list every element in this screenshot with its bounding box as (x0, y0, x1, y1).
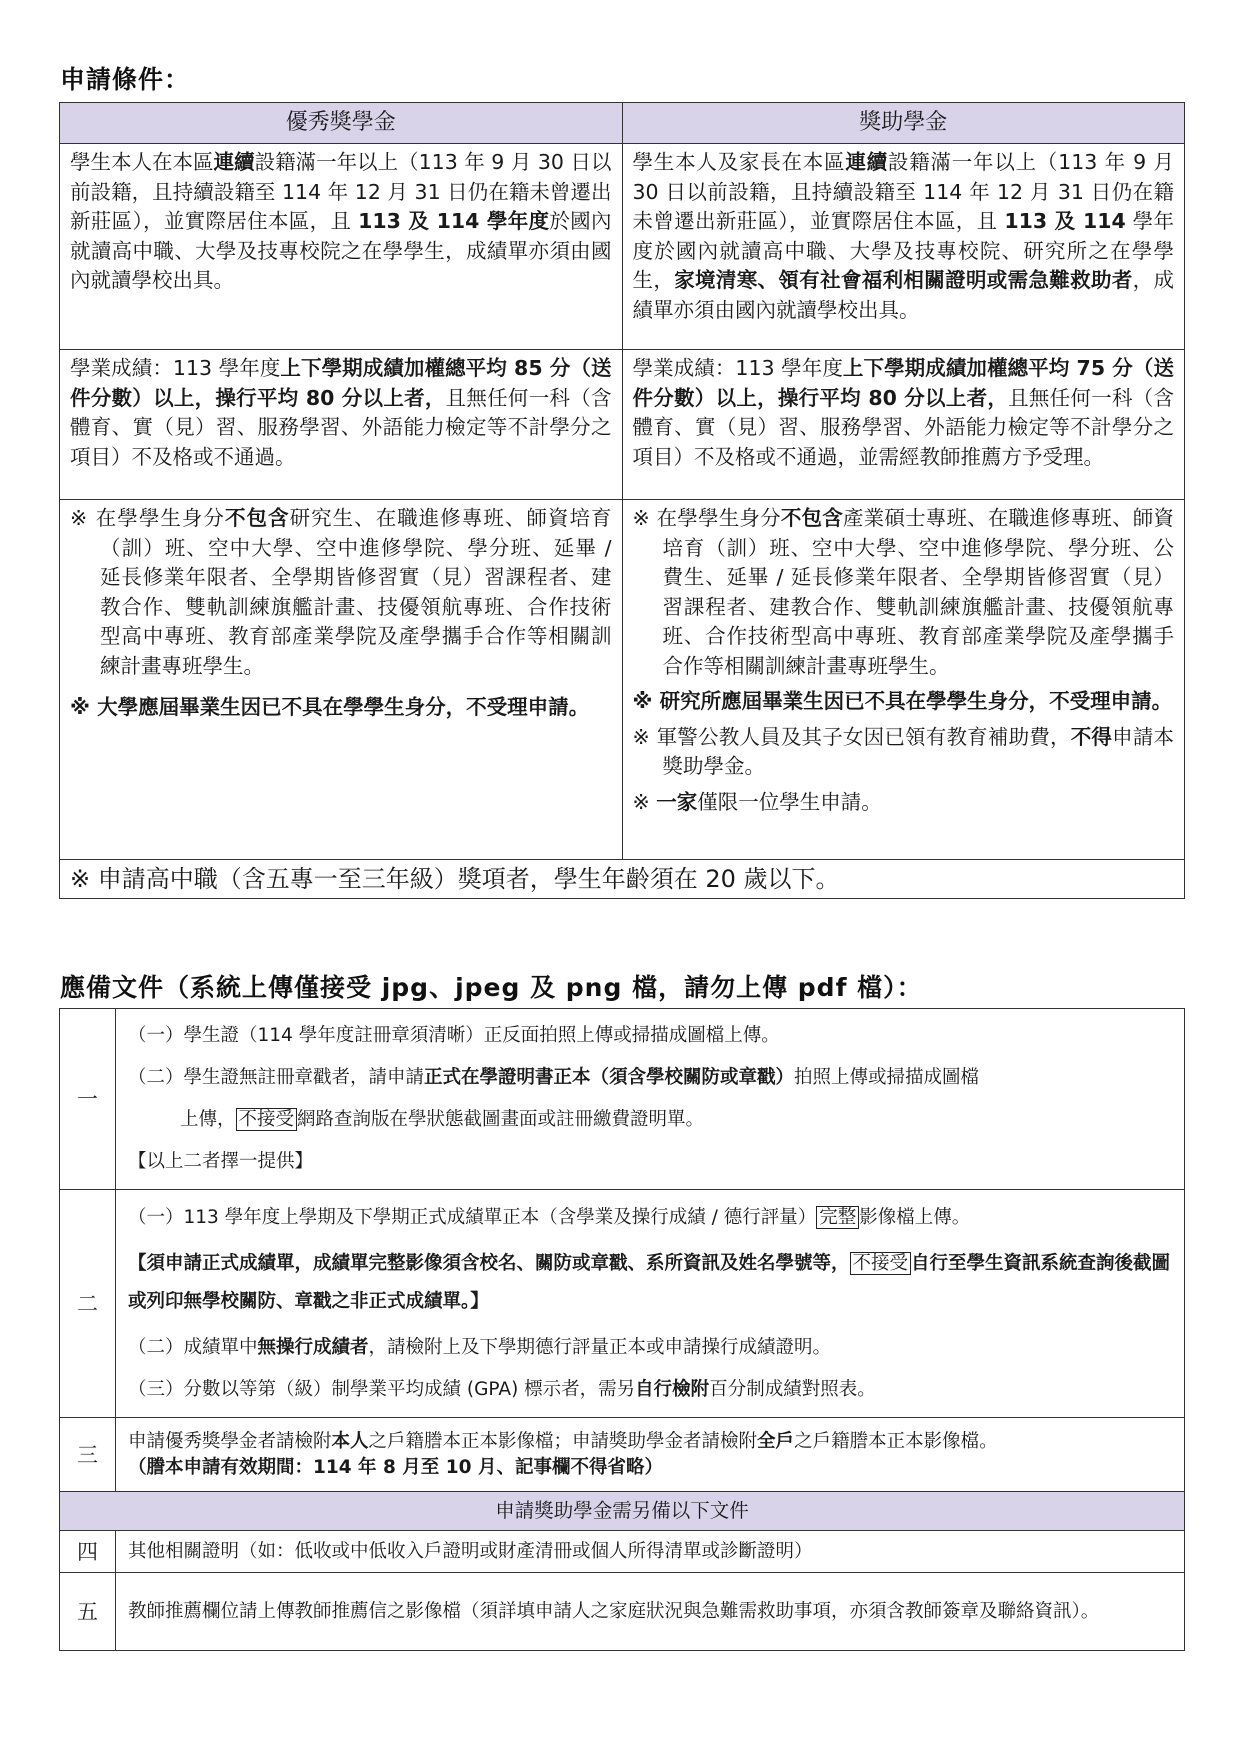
text: 學生本人及家長在本區 (632, 150, 846, 174)
row-number: 五 (60, 1573, 116, 1651)
document-row-1 (60, 1009, 1185, 1190)
grant-grades-cell (622, 350, 1185, 500)
text: 申請本獎助學金。 (662, 724, 1175, 778)
note (633, 723, 1175, 782)
band-label: 申請獎助學金需另備以下文件 (60, 1492, 1185, 1531)
note (633, 788, 1175, 818)
document-row-2 (60, 1190, 1185, 1418)
text: ※ 軍警公教人員及其子女因已領有教育補助費， (632, 724, 1071, 749)
text: 產業碩士專班、在職進修專班、師資培育（訓）班、空中大學、空中進修學院、學分班、公費生、延畢 / 延長修業年限者、全學期皆修習實（見）習課程者、建教合作、雙軌訓練旗艦計畫、技優領航專班、合作技術型高中專班、教育部產業學院及產學攜手合作等相關訓練計畫專班學生。 (662, 506, 1175, 678)
conditions-header-row (60, 103, 1185, 144)
emphasis: 上下學期成績加權總平均 75 分（送件分數）以上，操行平均 80 分以上者， (632, 356, 1174, 410)
line (128, 1369, 1176, 1411)
text: 網路查詢版在學狀態截圖畫面或註冊繳費證明單。 (297, 1109, 705, 1130)
boxed-text: 不接受 (850, 1252, 912, 1275)
text: 自行至學生資訊系統查詢後截圖或列印無學校關防、章戳之非正式成績單。】 (128, 1252, 1171, 1312)
conditions-title: 申請條件： (60, 65, 191, 94)
emphasis: 無操行成績者 (257, 1336, 369, 1358)
document-row-2-content (116, 1190, 1185, 1418)
emphasis: 正式在學證明書正本（須含學校關防或章戳） (424, 1067, 795, 1088)
age-requirement-note: ※ 申請高中職（含五專一至三年級）獎項者，學生年齡須在 20 歲以下。 (60, 860, 1185, 899)
column-header-grant: 獎助學金 (622, 103, 1185, 144)
text: 拍照上傳或掃描成圖檔 (794, 1067, 980, 1088)
residency-row (60, 144, 1185, 350)
row-number: 三 (60, 1418, 116, 1492)
grant-extra-documents-band (60, 1492, 1185, 1531)
note (633, 504, 1175, 681)
line (128, 1239, 1176, 1327)
text: 僅限一位學生申請。 (697, 789, 882, 814)
document-row-4-content: 其他相關證明（如：低收或中低收入戶證明或財產清冊或個人所得清單或診斷證明） (116, 1531, 1185, 1573)
text: 且無任何一科（含體育、實（見）習、服務學習、外語能力檢定等不計學分之項目）不及格或不通過，並需經教師推薦方予受理。 (632, 385, 1174, 469)
note (70, 504, 612, 681)
row-number: 一 (60, 1009, 116, 1190)
row-number: 四 (60, 1531, 116, 1573)
boxed-text: 不接受 (236, 1108, 298, 1131)
text: 【須申請正式成績單，成績單完整影像須含校名、關防或章戳、系所資訊及姓名學號等， (128, 1252, 850, 1274)
emphasis: 不包含 (224, 506, 290, 530)
text: 學年度於國內就讀高中職、大學及技專校院、研究所之在學學生， (632, 209, 1174, 292)
documents-table (59, 1008, 1185, 1651)
document-row-3-content (116, 1418, 1185, 1492)
text: 影像檔上傳。 (859, 1206, 971, 1228)
text: 申請優秀獎學金者請檢附 (128, 1430, 332, 1452)
row-number: 二 (60, 1190, 116, 1418)
documents-title: 應備文件（系統上傳僅接受 jpg、jpeg 及 png 檔，請勿上傳 pdf 檔）： (60, 973, 923, 1002)
grant-notes-cell (622, 500, 1185, 860)
text: ，請檢附上及下學期德行評量正本或申請操行成績證明。 (368, 1336, 832, 1358)
emphasis: 上下學期成績加權總平均 85 分（送件分數）以上，操行平均 80 分以上者， (70, 356, 612, 410)
emphasis: 連續 (845, 150, 888, 174)
emphasis: 不包含 (780, 506, 843, 530)
text: 且無任何一科（含體育、實（見）習、服務學習、外語能力檢定等不計學分之項目）不及格或不通過。 (70, 385, 612, 469)
text: 設籍滿一年以上（113 年 9 月 30 日以前設籍，且持續設籍至 114 年 12 月 31 日仍在籍未曾遷出新莊區），並實際居住本區，且 (632, 150, 1175, 233)
text: 設籍滿一年以上（113 年 9 月 30 日以前設籍，且持續設籍至 114 年 12 月 31 日仍在籍未曾遷出新莊區），並實際居住本區，且 (70, 150, 612, 233)
emphasis: 113 及 114 學年度 (358, 209, 550, 233)
text: （一）113 學年度上學期及下學期正式成績單正本（含學業及操行成績 / 德行評量） (128, 1206, 817, 1228)
text: ，成績單亦須由國內就讀學校出具。 (632, 268, 1175, 322)
line (128, 1429, 1176, 1455)
text: 之戶籍謄本正本影像檔。 (794, 1430, 998, 1452)
document-row-4 (60, 1531, 1185, 1573)
text: 百分制成績對照表。 (709, 1378, 876, 1400)
line (128, 1197, 1176, 1239)
excellent-residency-cell (60, 144, 623, 350)
document-row-5-content: 教師推薦欄位請上傳教師推薦信之影像檔（須詳填申請人之家庭狀況與急難需救助事項，亦須含教師簽章及聯絡資訊）。 (116, 1573, 1185, 1651)
grades-row (60, 350, 1185, 500)
note: ※ 大學應屆畢業生因已不具在學學生身分，不受理申請。 (70, 695, 590, 719)
emphasis: 本人 (331, 1430, 369, 1452)
line: 【以上二者擇一提供】 (128, 1151, 314, 1172)
note: ※ 研究所應屆畢業生因已不具在學學生身分，不受理申請。 (632, 689, 1173, 713)
grant-residency-cell (622, 144, 1185, 350)
text: ※ 在學學生身分 (632, 506, 781, 530)
notes-row (60, 500, 1185, 860)
document-row-3 (60, 1418, 1185, 1492)
line (128, 1057, 1176, 1099)
text: 學生本人在本區 (70, 150, 214, 174)
document-row-1-content (116, 1009, 1185, 1190)
line (128, 1099, 1176, 1141)
emphasis: 一家 (656, 789, 698, 814)
conditions-table (59, 102, 1185, 899)
text: （二）成績單中 (128, 1336, 258, 1358)
text: 之戶籍謄本正本影像檔；申請獎助學金者請檢附 (368, 1430, 758, 1452)
emphasis: 全戶 (757, 1430, 795, 1452)
text: 於國內就讀高中職、大學及技專校院之在學學生，成績單亦須由國內就讀學校出具。 (70, 209, 612, 292)
text: 學業成績：113 學年度 (632, 356, 843, 380)
excellent-notes-cell (60, 500, 623, 860)
emphasis: 不得 (1070, 724, 1113, 749)
text: （二）學生證無註冊章戳者，請申請 (128, 1067, 425, 1088)
excellent-grades-cell (60, 350, 623, 500)
boxed-text: 完整 (816, 1206, 859, 1229)
text: ※ 在學學生身分 (70, 506, 225, 530)
emphasis: 自行檢附 (635, 1378, 710, 1400)
line (128, 1327, 1176, 1369)
emphasis: 113 及 114 (1004, 209, 1126, 233)
text: ※ (632, 789, 657, 814)
text: 研究生、在職進修專班、師資培育（訓）班、空中大學、空中進修學院、學分班、延畢 / 延長修業年限者、全學期皆修習實（見）習課程者、建教合作、雙軌訓練旗艦計畫、技優領航專班、合作技術型高中專班、教育部產業學院及產學攜手合作等相關訓練計畫專班學生。 (100, 506, 612, 678)
emphasis: 連續 (213, 150, 255, 174)
text: 學業成績：113 學年度 (70, 356, 281, 380)
line: （一）學生證（114 學年度註冊章須清晰）正反面拍照上傳或掃描成圖檔上傳。 (128, 1025, 780, 1046)
emphasis: 家境清寒、領有社會福利相關證明或需急難救助者 (674, 268, 1133, 292)
column-header-excellent: 優秀獎學金 (60, 103, 623, 144)
text: （三）分數以等第（級）制學業平均成績 (GPA) 標示者，需另 (128, 1378, 636, 1400)
line: （謄本申請有效期間：114 年 8 月至 10 月、記事欄不得省略） (128, 1456, 663, 1478)
document-row-5 (60, 1573, 1185, 1651)
conditions-footer-row (60, 860, 1185, 899)
text: 上傳， (180, 1109, 236, 1130)
